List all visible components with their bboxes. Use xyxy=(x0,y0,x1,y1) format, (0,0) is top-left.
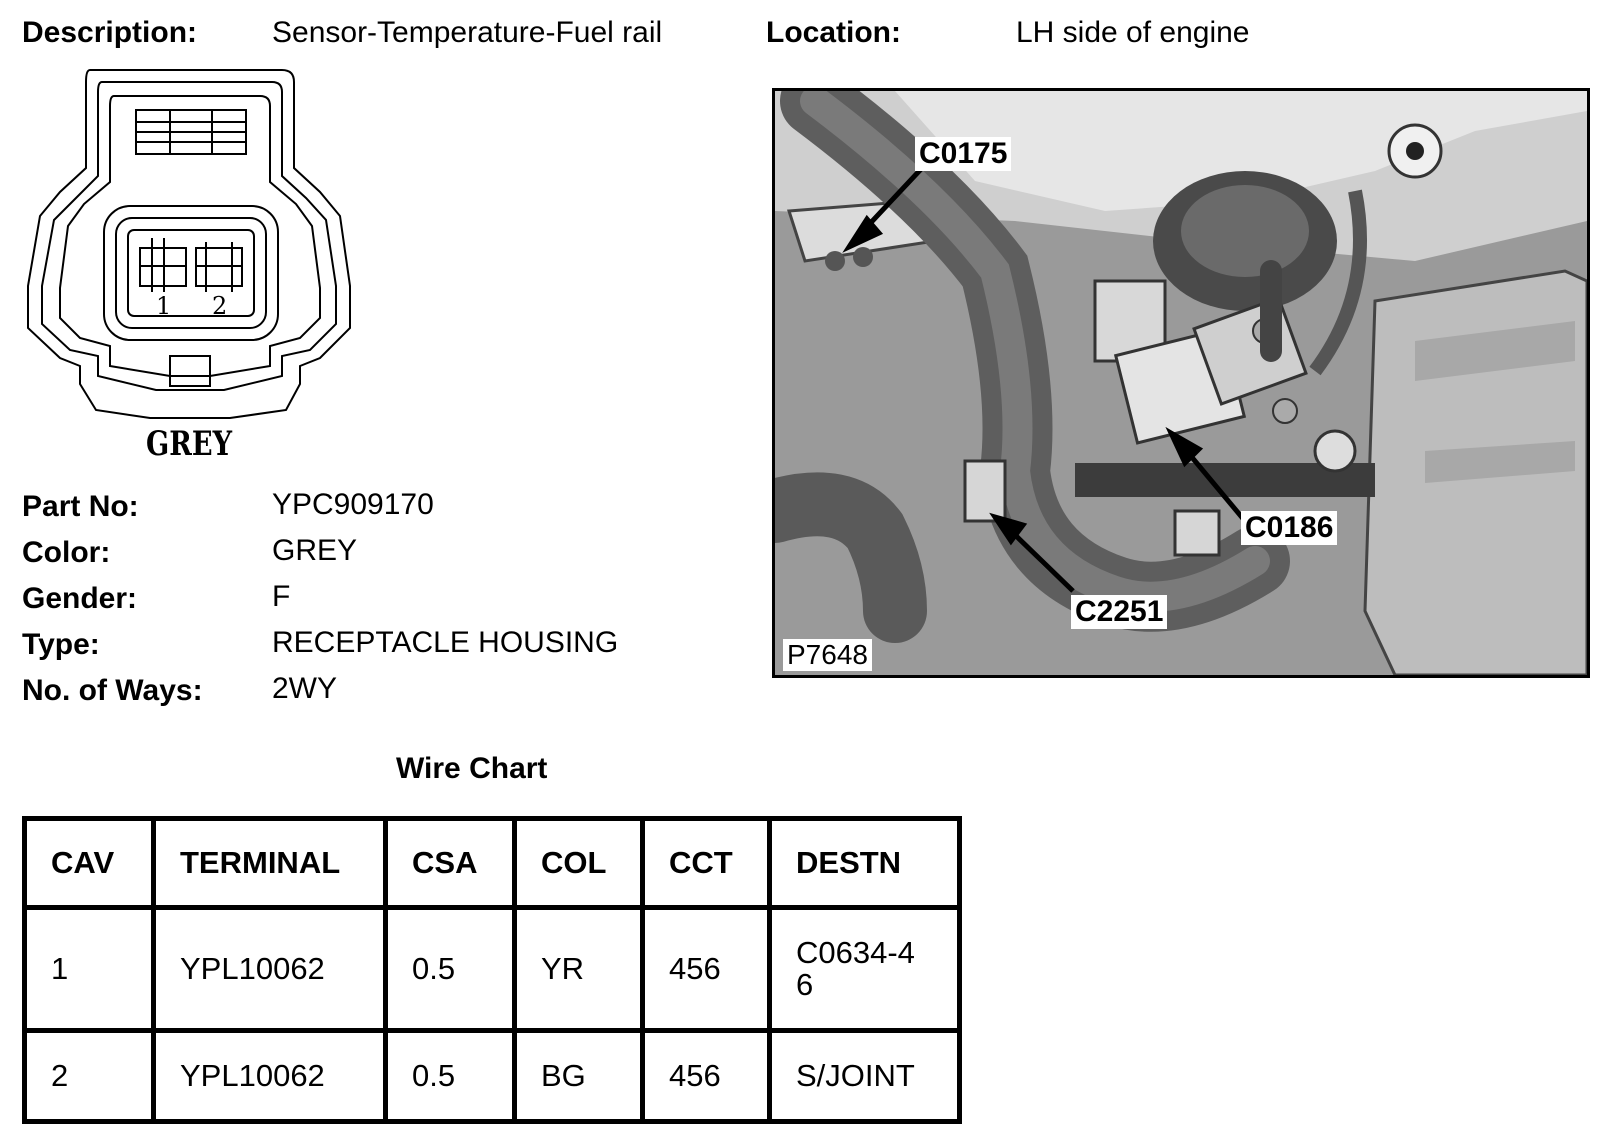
connector-color-caption: GREY xyxy=(146,424,232,464)
location-photo xyxy=(772,88,1590,678)
table-header-row xyxy=(25,819,960,908)
part-no-value: YPC909170 xyxy=(272,488,434,521)
gender-value: F xyxy=(272,580,291,613)
column-header-csa: CSA xyxy=(386,819,515,908)
ways-label: No. of Ways: xyxy=(22,674,203,707)
callout-c0175: C0175 xyxy=(915,137,1011,171)
cell-destn: S/JOINT xyxy=(770,1031,960,1122)
cell-col: YR xyxy=(515,908,643,1031)
cell-terminal: YPL10062 xyxy=(154,908,386,1031)
column-header-cct: CCT xyxy=(643,819,770,908)
color-value: GREY xyxy=(272,534,358,567)
cell-csa: 0.5 xyxy=(386,908,515,1031)
cell-cav: 1 xyxy=(25,908,154,1031)
column-header-destn: DESTN xyxy=(770,819,960,908)
wire-chart-title: Wire Chart xyxy=(396,752,548,785)
description-value: Sensor-Temperature-Fuel rail xyxy=(272,16,663,49)
type-label: Type: xyxy=(22,628,100,661)
cell-cav: 2 xyxy=(25,1031,154,1122)
cell-cct: 456 xyxy=(643,908,770,1031)
wire-chart-table xyxy=(22,816,962,1124)
description-label: Description: xyxy=(22,16,198,49)
connector-face-diagram xyxy=(20,66,364,486)
type-value: RECEPTACLE HOUSING xyxy=(272,626,619,659)
callout-c2251: C2251 xyxy=(1071,595,1167,629)
part-no-label: Part No: xyxy=(22,490,139,523)
column-header-terminal: TERMINAL xyxy=(154,819,386,908)
column-header-cav: CAV xyxy=(25,819,154,908)
pin-1-label: 1 xyxy=(156,292,172,320)
location-label: Location: xyxy=(766,16,901,49)
pin-2-label: 2 xyxy=(212,292,228,320)
ways-value: 2WY xyxy=(272,672,338,705)
gender-label: Gender: xyxy=(22,582,138,615)
callout-c0186: C0186 xyxy=(1241,511,1337,545)
location-value: LH side of engine xyxy=(1016,16,1250,49)
cell-terminal: YPL10062 xyxy=(154,1031,386,1122)
cell-col: BG xyxy=(515,1031,643,1122)
cell-destn xyxy=(770,908,960,1031)
cell-destn-text: C0634-46 xyxy=(796,935,915,1002)
cell-csa: 0.5 xyxy=(386,1031,515,1122)
table-row xyxy=(25,1031,960,1122)
photo-id: P7648 xyxy=(783,639,872,671)
column-header-col: COL xyxy=(515,819,643,908)
table-row xyxy=(25,908,960,1031)
cell-cct: 456 xyxy=(643,1031,770,1122)
color-label: Color: xyxy=(22,536,111,569)
